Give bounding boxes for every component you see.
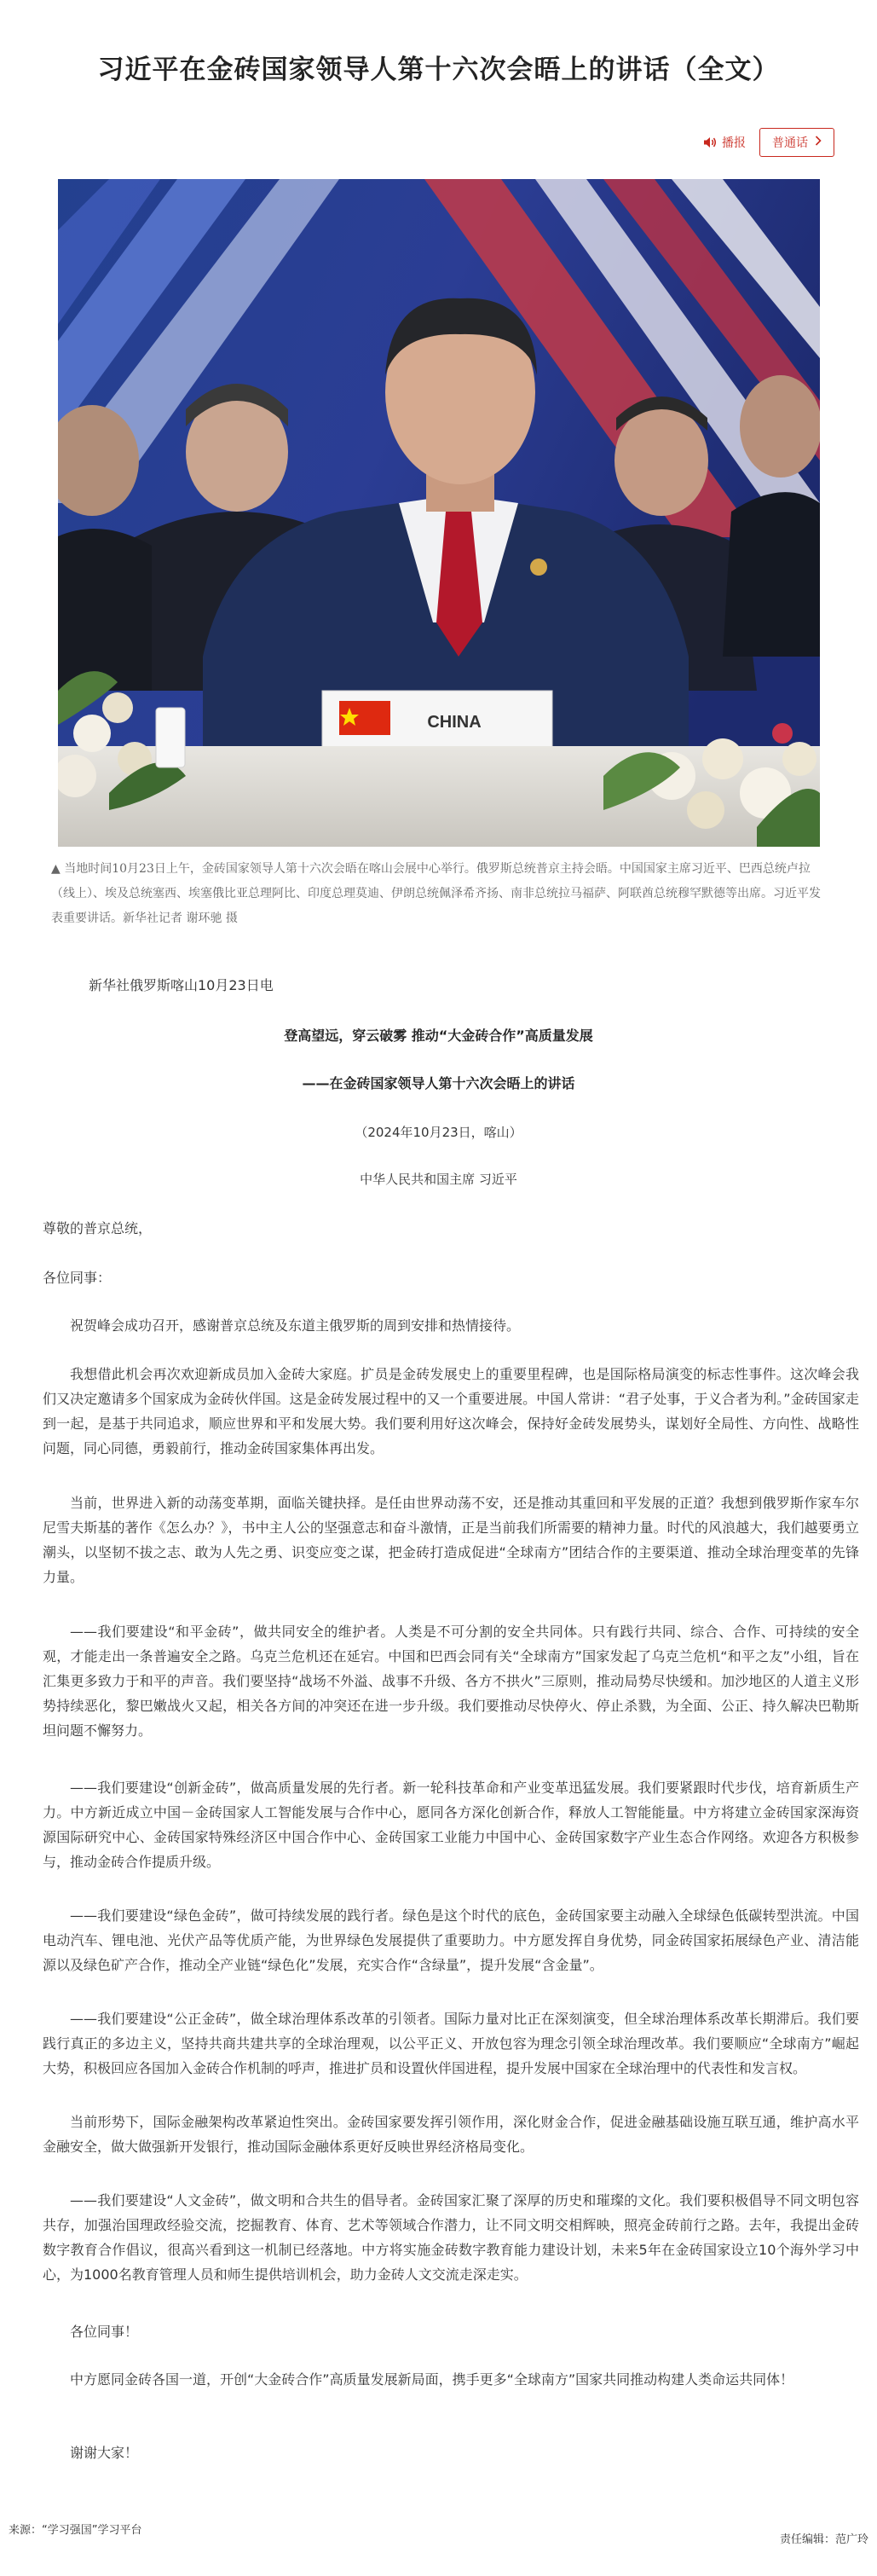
speaker-byline: 中华人民共和国主席 习近平	[360, 1172, 517, 1187]
photo-caption: ▲ 当地时间10月23日上午，金砖国家领导人第十六次会晤在喀山会展中心举行。俄罗斯总统普京主持会晤。中国国家主席习近平、巴西总统卢拉（线上）、埃及总统塞西、埃塞俄比亚总理阿比、印度总理莫迪、伊朗总统佩泽希齐扬、南非总统拉马福萨、阿联酋总统穆罕默德等出席。习近平发表重要讲话。新华社记者 谢环驰 摄	[51, 862, 821, 925]
paragraph: 中方愿同金砖各国一道，开创“大金砖合作”高质量发展新局面，携手更多“全球南方”国家共同推动构建人类命运共同体！	[70, 2371, 794, 2388]
nameplate-text: CHINA	[427, 713, 482, 732]
paragraph: 祝贺峰会成功召开，感谢普京总统及东道主俄罗斯的周到安排和热情接待。	[70, 1317, 521, 1334]
paragraph: ——我们要建设“人文金砖”，做文明和合共生的倡导者。金砖国家汇聚了深厚的历史和璀璨的文化。我们要积极倡导不同文明包容共存，加强治国理政经验交流，挖掘教育、体育、艺术等领域合作潜力，让不同文明交相辉映，照亮金砖前行之路。去年，我提出金砖数字教育合作倡议，很高兴看到这一机制已经落地。中方将实施金砖数字教育能力建设计划，未来5年在金砖国家设立10个海外学习中心，为1000名教育管理人员和师生提供培训机会，助力金砖人文交流走深走实。	[43, 2192, 859, 2283]
paragraph: ——我们要建设“公正金砖”，做全球治理体系改革的引领者。国际力量对比正在深刻演变，但全球治理体系改革长期滞后。我们要践行真正的多边主义，坚持共商共建共享的全球治理观，以公平正义、开放包容为理念引领全球治理改革。我们要顺应“全球南方”崛起大势，积极回应各国加入金砖合作机制的呼声，推进扩员和设置伙伴国进程，提升发展中国家在全球治理中的代表性和发言权。	[43, 2011, 859, 2076]
broadcast-label: 播报	[722, 136, 746, 150]
paragraph: 当前，世界进入新的动荡变革期，面临关键抉择。是任由世界动荡不安，还是推动其重回和平发展的正道？我想到俄罗斯作家车尔尼雪夫斯基的著作《怎么办？》，书中主人公的坚强意志和奋斗激情，正是当前我们所需要的精神力量。时代的风浪越大，我们越要勇立潮头，以坚韧不拔之志、敢为人先之勇、识变应变之谋，把金砖打造成促进“全球南方”团结合作的主要渠道、推动全球治理变革的先锋力量。	[43, 1495, 859, 1585]
editor-line: 责任编辑：范广玲	[779, 2533, 868, 2546]
source-line: 来源：“学习强国”学习平台	[9, 2524, 142, 2537]
paragraph: ——我们要建设“绿色金砖”，做可持续发展的践行者。绿色是这个时代的底色，金砖国家要主动融入全球绿色低碳转型洪流。中国电动汽车、锂电池、光伏产品等优质产能，为世界绿色发展提供了重要助力。中方愿发挥自身优势，同金砖国家拓展绿色产业、清洁能源以及绿色矿产合作，推动全产业链“绿色化”发展，充实合作“含绿量”，提升发展“含金量”。	[43, 1907, 859, 1973]
mandarin-mode-button[interactable]	[759, 128, 834, 157]
paragraph: 当前形势下，国际金融架构改革紧迫性突出。金砖国家要发挥引领作用，深化财金合作，促进金融基础设施互联互通，维护高水平金融安全，做大做强新开发银行，推动国际金融体系更好反映世界经济格局变化。	[43, 2114, 859, 2155]
paragraph: 谢谢大家！	[70, 2445, 139, 2461]
mode-label: 普通话	[772, 136, 808, 150]
paragraph: ——我们要建设“和平金砖”，做共同安全的维护者。人类是不可分割的安全共同体。只有践行共同、综合、合作、可持续的安全观，才能走出一条普遍安全之路。乌克兰危机还在延宕。中国和巴西会同有关“全球南方”国家发起了乌克兰危机“和平之友”小组，旨在汇集更多致力于和平的声音。我们要坚持“战场不外溢、战事不升级、各方不拱火”三原则，推动局势尽快缓和。加沙地区的人道主义形势持续恶化，黎巴嫩战火又起，相关各方间的冲突还在进一步升级。我们要推动尽快停火、停止杀戮，为全面、公正、持久解决巴勒斯坦问题不懈努力。	[43, 1624, 859, 1739]
dateline: 新华社俄罗斯喀山10月23日电	[89, 977, 274, 993]
greeting-colleagues: 各位同事：	[43, 1270, 112, 1286]
paragraph: ——我们要建设“创新金砖”，做高质量发展的先行者。新一轮科技革命和产业变革迅猛发展。我们要紧跟时代步伐，培育新质生产力。中方新近成立中国－金砖国家人工智能发展与合作中心，愿同各方深化创新合作，释放人工智能能量。中方将建立金砖国家深海资源国际研究中心、金砖国家特殊经济区中国合作中心、金砖国家工业能力中国中心、金砖国家数字产业生态合作网络。欢迎各方积极参与，推动金砖合作提质升级。	[43, 1780, 859, 1870]
speaker-icon	[703, 136, 717, 148]
speech-title: 登高望远，穿云破雾 推动“大金砖合作”高质量发展	[284, 1028, 593, 1044]
greeting-president: 尊敬的普京总统，	[43, 1220, 153, 1236]
page-title: 习近平在金砖国家领导人第十六次会晤上的讲话（全文）	[97, 55, 780, 85]
speech-subtitle: ——在金砖国家领导人第十六次会晤上的讲话	[302, 1075, 575, 1091]
broadcast-button[interactable]	[703, 134, 746, 151]
news-photo	[58, 179, 820, 847]
audio-toolbar	[703, 128, 834, 157]
speech-date: （2024年10月23日，喀山）	[355, 1125, 522, 1140]
paragraph: 各位同事！	[70, 2324, 139, 2340]
paragraph: 我想借此机会再次欢迎新成员加入金砖大家庭。扩员是金砖发展史上的重要里程碑，也是国际格局演变的标志性事件。这次峰会我们又决定邀请多个国家成为金砖伙伴国。这是金砖发展过程中的又一个重要进展。中国人常讲：“君子处事，于义合者为利。”金砖国家走到一起，是基于共同追求，顺应世界和平和发展大势。我们要利用好这次峰会，保持好金砖发展势头，谋划好全局性、方向性、战略性问题，同心同德，勇毅前行，推动金砖国家集体再出发。	[43, 1366, 859, 1456]
chevron-right-icon	[815, 136, 822, 149]
